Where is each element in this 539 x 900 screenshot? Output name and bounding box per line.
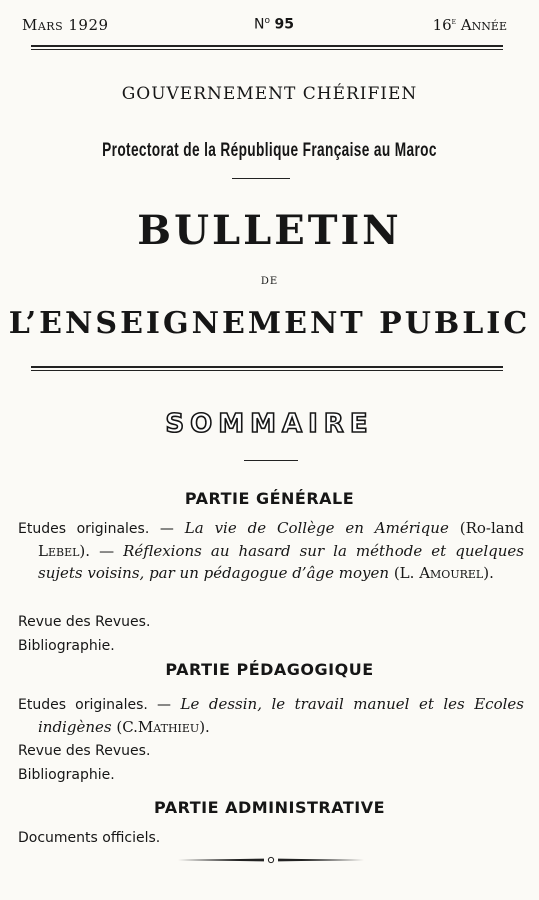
section-title-administrative: PARTIE ADMINISTRATIVE (153, 798, 386, 817)
entry-etudes-originales-1: Etudes originales. — La vie de Collège en Amérique (Ro-land Lebel). — Réflexions au hasard sur la méthode et quelques sujets voisins, par un pédagogue d’âge moyen (L. Amourel). (18, 519, 524, 582)
entry-revue-des-revues-2: Revue des Revues. (18, 743, 151, 759)
entry-bibliographie-2: Bibliographie. (18, 767, 115, 783)
running-header (22, 16, 507, 38)
issue-date: Mars 1929 (22, 16, 109, 34)
sommaire-heading: SOMMAIRE (165, 409, 374, 439)
bulletin-subtitle: L’ENSEIGNEMENT PUBLIC (8, 306, 531, 341)
entry-etudes-originales-2: Etudes originales. — Le dessin, le travail manuel et les Ecoles indigènes (C.Mathieu). (18, 695, 524, 736)
issue-year: 16e Année (432, 16, 507, 34)
government-line: GOUVERNEMENT CHÉRIFIEN (121, 84, 418, 104)
sommaire-rule (244, 460, 298, 461)
section-title-generale: PARTIE GÉNÉRALE (184, 489, 355, 508)
entry-revue-des-revues-1: Revue des Revues. (18, 614, 151, 630)
entry-documents-officiels: Documents officiels. (18, 830, 161, 846)
entry-bibliographie-1: Bibliographie. (18, 638, 115, 654)
short-rule (232, 178, 290, 179)
title-connector: DE (260, 276, 279, 287)
top-double-rule (31, 45, 503, 50)
protectorate-line: Protectorat de la République Française au Maroc (102, 140, 437, 161)
masthead-double-rule (31, 366, 503, 371)
section-title-pedagogique: PARTIE PÉDAGOGIQUE (165, 660, 374, 679)
issue-number: $N^o$ 95 (254, 16, 294, 33)
bulletin-title: BULLETIN (137, 207, 402, 254)
closing-ornament (176, 856, 366, 864)
